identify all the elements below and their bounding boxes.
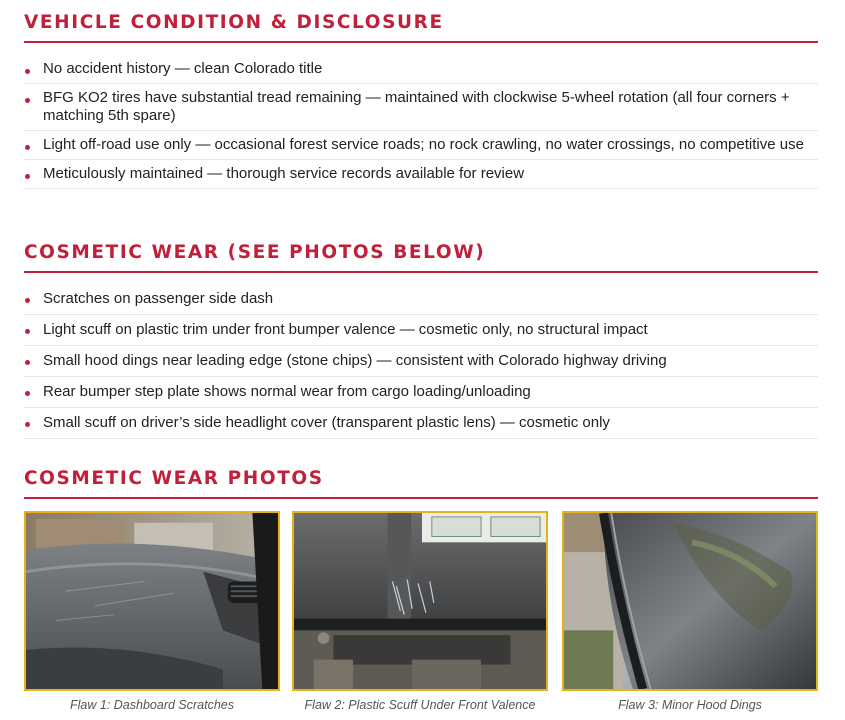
bullet-icon xyxy=(25,329,30,334)
list-item: Rear bumper step plate shows normal wear from cargo loading/unloading xyxy=(24,377,818,408)
list-item: Small hood dings near leading edge (stone chips) — consistent with Colorado highway driving xyxy=(24,346,818,377)
list-item: Small scuff on driver’s side headlight cover (transparent plastic lens) — cosmetic only xyxy=(24,408,818,439)
cosmetic-heading: COSMETIC WEAR (SEE PHOTOS BELOW) xyxy=(24,242,818,273)
photo-caption: Flaw 3: Minor Hood Dings xyxy=(618,698,762,712)
cosmetic-section xyxy=(24,242,818,439)
bullet-icon xyxy=(25,98,30,103)
list-item: Meticulously maintained — thorough service records available for review xyxy=(24,160,818,189)
photos-heading: COSMETIC WEAR PHOTOS xyxy=(24,468,818,499)
photo-gallery xyxy=(24,511,818,711)
bullet-icon xyxy=(25,69,30,74)
list-item: Scratches on passenger side dash xyxy=(24,284,818,315)
list-item: Light scuff on plastic trim under front bumper valence — cosmetic only, no structural impact xyxy=(24,315,818,346)
bullet-icon xyxy=(25,422,30,427)
list-item: No accident history — clean Colorado title xyxy=(24,55,818,84)
bumper-image xyxy=(294,513,546,689)
photo-caption: Flaw 1: Dashboard Scratches xyxy=(70,698,234,712)
cosmetic-list xyxy=(24,284,818,439)
dashboard-photo[interactable] xyxy=(24,511,280,691)
hood-image xyxy=(564,513,816,689)
photo-caption: Flaw 2: Plastic Scuff Under Front Valence xyxy=(304,698,536,712)
dashboard-image xyxy=(26,513,278,689)
condition-list xyxy=(24,55,818,189)
bullet-icon xyxy=(25,298,30,303)
list-item: BFG KO2 tires have substantial tread remaining — maintained with clockwise 5-wheel rotation (all four corners + matching 5th spare) xyxy=(24,84,818,131)
bumper-underside-photo[interactable] xyxy=(292,511,548,691)
bullet-icon xyxy=(25,174,30,179)
bullet-icon xyxy=(25,360,30,365)
condition-section xyxy=(24,12,818,189)
photos-section xyxy=(24,468,818,499)
list-item: Light off-road use only — occasional forest service roads; no rock crawling, no water crossings, no competitive use xyxy=(24,131,818,160)
bullet-icon xyxy=(25,391,30,396)
hood-photo[interactable] xyxy=(562,511,818,691)
condition-heading: VEHICLE CONDITION & DISCLOSURE xyxy=(24,12,818,43)
bullet-icon xyxy=(25,145,30,150)
